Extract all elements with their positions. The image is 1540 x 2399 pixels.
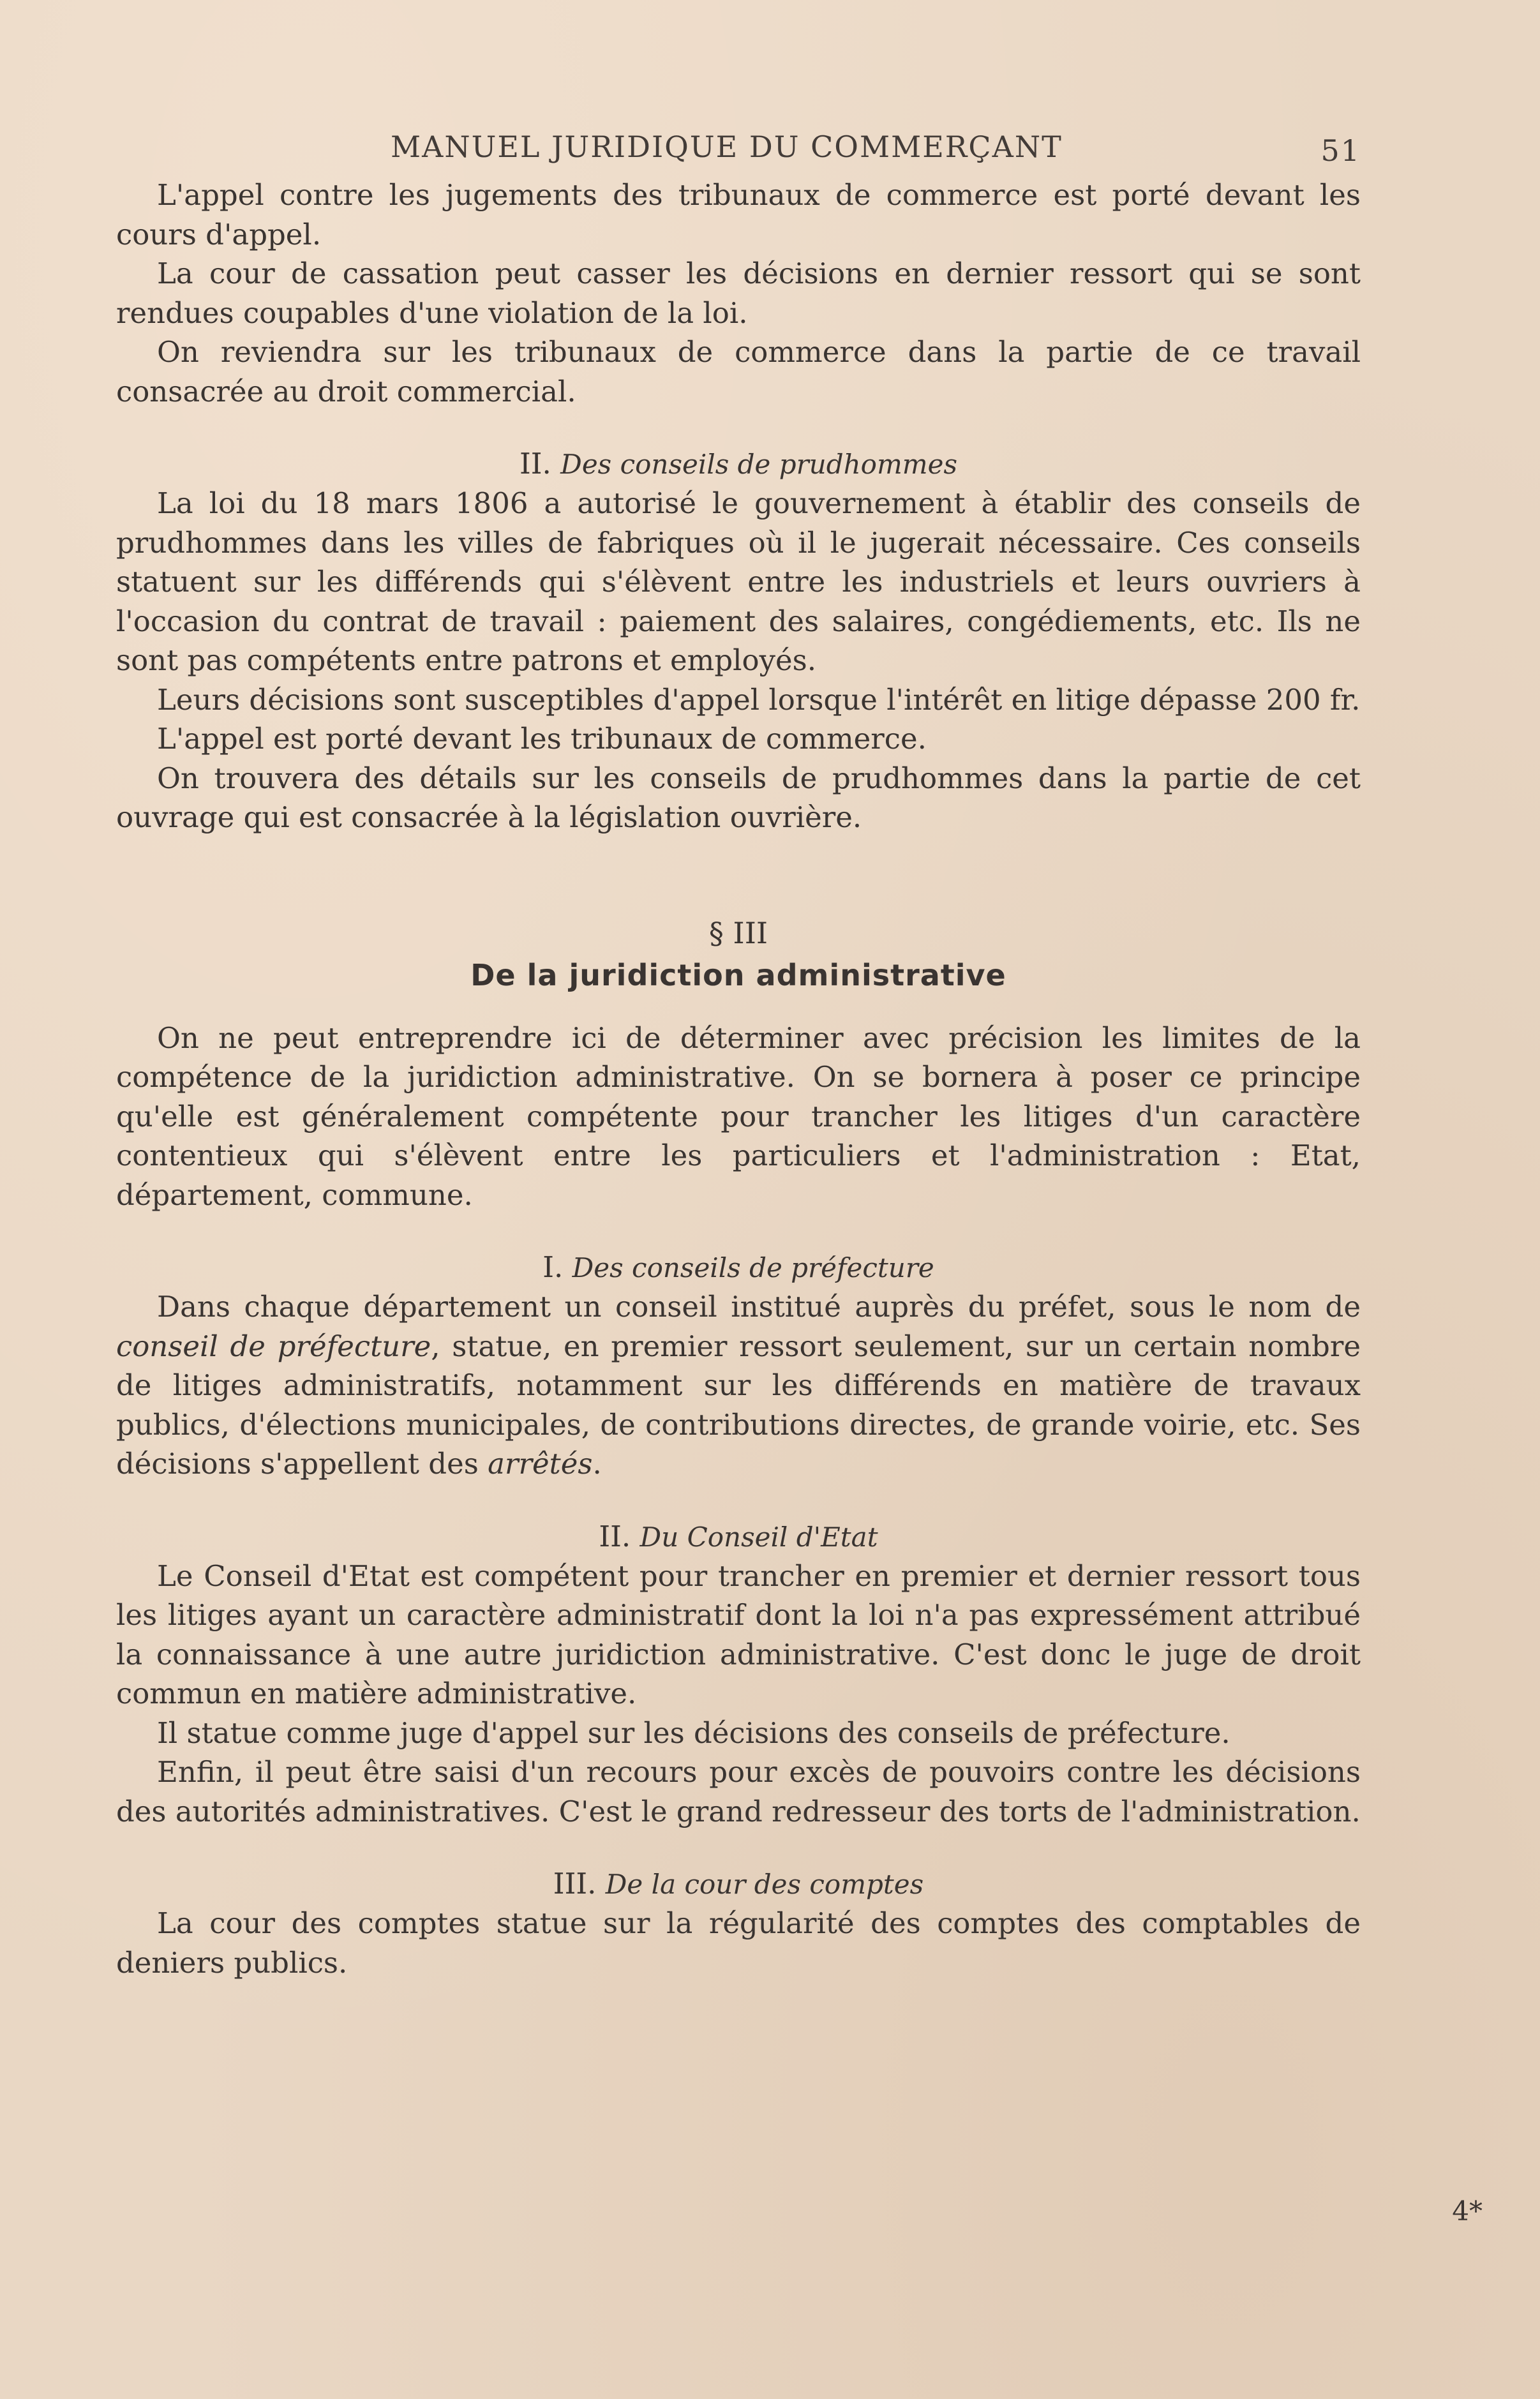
subheading: [116, 1248, 1361, 1287]
subheading-number: II.: [599, 1519, 631, 1553]
subheading-text: De la cour des comptes: [605, 1869, 924, 1900]
subheading: [116, 1517, 1361, 1557]
section-cour-comptes: [116, 1864, 1361, 1982]
subheading-number: II.: [519, 447, 551, 481]
page: [116, 124, 1361, 1982]
paragraph: L'appel contre les jugements des tribunaux de commerce est porté devant les cours d'appel.: [116, 178, 1361, 251]
paragraph: Enfin, il peut être saisi d'un recours pour excès de pouvoirs contre les décisions des autorités administratives. C'est le grand redresseur des torts de l'administration.: [116, 1755, 1361, 1828]
paragraph: On reviendra sur les tribunaux de commerce dans la partie de ce travail consacrée au droit commercial.: [116, 335, 1361, 408]
paragraph: Leurs décisions sont susceptibles d'appel lorsque l'intérêt en litige dépasse 200 fr.: [157, 682, 1361, 717]
paragraph: Il statue comme juge d'appel sur les décisions des conseils de préfecture.: [157, 1715, 1230, 1750]
text-run: .: [592, 1447, 602, 1481]
paragraph: On ne peut entreprendre ici de déterminer avec précision les limites de la compétence de la juridiction administrative. On se bornera à poser ce principe qu'elle est généralement compétente pour trancher les litiges d'un caractère contentieux qui s'élèvent entre les particuliers et l'administration : Etat, département, commune.: [116, 1020, 1361, 1212]
running-title: MANUEL JURIDIQUE DU COMMERÇANT: [391, 130, 1063, 164]
paragraph: La cour de cassation peut casser les décisions en dernier ressort qui se sont rendues coupables d'une violation de la loi.: [116, 257, 1361, 330]
subheading-number: III.: [553, 1867, 597, 1901]
running-head: [116, 124, 1361, 176]
subheading-text: Du Conseil d'Etat: [639, 1521, 878, 1553]
signature-mark: 4*: [1452, 2195, 1483, 2227]
paragraph: La loi du 18 mars 1806 a autorisé le gouvernement à établir des conseils de prudhommes dans les villes de fabriques où il le jugerait nécessaire. Ces conseils statuent sur les différends qui s'élèvent entre les industriels et leurs ouvriers à l'occasion du contrat de travail : paiement des salaires, congédiements, etc. Ils ne sont pas compétents entre patrons et employés.: [116, 486, 1361, 677]
subheading-number: I.: [542, 1250, 564, 1284]
subheading: [116, 444, 1361, 484]
paragraph: L'appel est porté devant les tribunaux de commerce.: [157, 722, 927, 756]
section-title: De la juridiction administrative: [470, 957, 1006, 992]
subheading: [116, 1864, 1361, 1904]
emphasis: arrêtés: [488, 1447, 593, 1481]
text-run: , statue, en premier ressort seulement, sur un certain nombre de litiges administratifs, notamment sur les différends en matière de travaux publics, d'élections municipales, de contributions directes, de grande voirie, etc. Ses décisions s'appellent des: [116, 1329, 1361, 1481]
section-prudhommes: [116, 444, 1361, 837]
emphasis: conseil de préfecture: [116, 1329, 431, 1363]
subheading-text: Des conseils de préfecture: [572, 1252, 934, 1283]
page-number: 51: [1320, 133, 1361, 168]
paragraph: [116, 1287, 1361, 1484]
intro-block: [116, 176, 1361, 411]
section-conseil-etat: [116, 1517, 1361, 1832]
section-mark: § III: [708, 915, 768, 950]
paragraph: On trouvera des détails sur les conseils de prudhommes dans la partie de cet ouvrage qui est consacrée à la législation ouvrière.: [116, 761, 1361, 834]
text-run: Dans chaque département un conseil institué auprès du préfet, sous le nom de: [157, 1290, 1361, 1324]
paragraph: La cour des comptes statue sur la régularité des comptes des comptables de deniers publics.: [116, 1906, 1361, 1980]
paragraph: Le Conseil d'Etat est compétent pour trancher en premier et dernier ressort tous les litiges ayant un caractère administratif dont la loi n'a pas expressément attribué la connaissance à une autre juridiction administrative. C'est donc le juge de droit commun en matière administrative.: [116, 1558, 1361, 1710]
section-prefecture: [116, 1248, 1361, 1484]
subheading-text: Des conseils de prudhommes: [560, 449, 958, 480]
